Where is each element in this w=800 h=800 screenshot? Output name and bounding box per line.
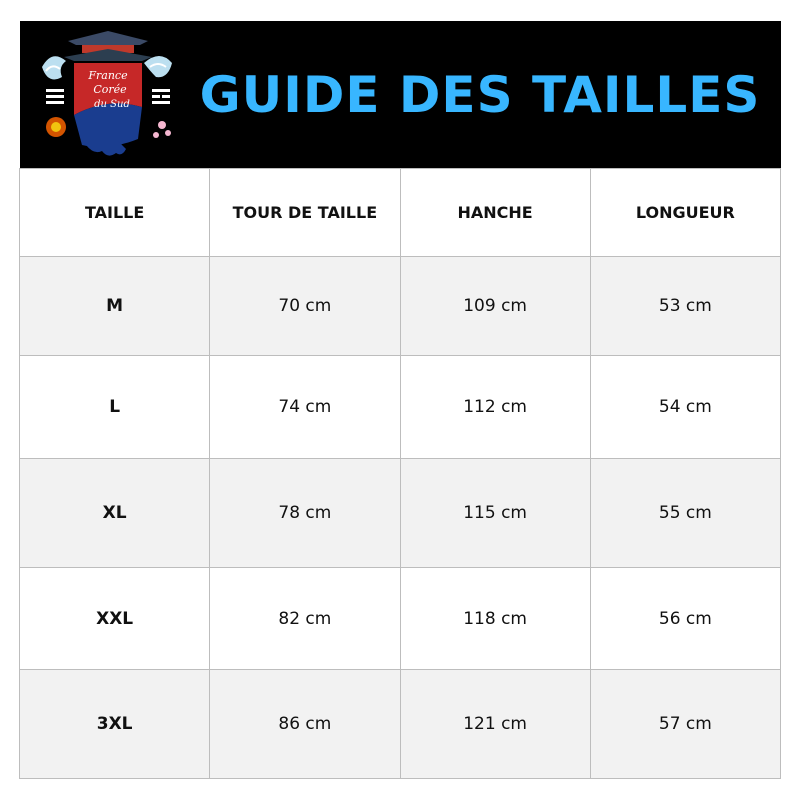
hip-cell: 115 cm xyxy=(400,459,590,568)
length-cell: 57 cm xyxy=(590,670,780,779)
table-row xyxy=(20,257,781,356)
column-header-waist: TOUR DE TAILLE xyxy=(210,169,400,257)
length-cell: 55 cm xyxy=(590,459,780,568)
size-cell: XXL xyxy=(20,568,210,670)
length-cell: 56 cm xyxy=(590,568,780,670)
header-banner xyxy=(20,21,781,168)
france-coree-du-sud-logo-icon xyxy=(38,27,178,165)
logo-line-1: France xyxy=(88,69,128,82)
size-guide-table xyxy=(19,168,781,779)
logo-line-3: du Sud xyxy=(94,99,130,110)
table-row xyxy=(20,356,781,459)
logo-line-2: Corée xyxy=(93,83,127,96)
waist-cell: 78 cm xyxy=(210,459,400,568)
size-cell: L xyxy=(20,356,210,459)
hip-cell: 112 cm xyxy=(400,356,590,459)
column-header-hip: HANCHE xyxy=(400,169,590,257)
hip-cell: 109 cm xyxy=(400,257,590,356)
waist-cell: 74 cm xyxy=(210,356,400,459)
table-row xyxy=(20,459,781,568)
page-title: GUIDE DES TAILLES xyxy=(199,65,761,124)
column-header-size: TAILLE xyxy=(20,169,210,257)
size-cell: M xyxy=(20,257,210,356)
table-row xyxy=(20,670,781,779)
hip-cell: 118 cm xyxy=(400,568,590,670)
waist-cell: 70 cm xyxy=(210,257,400,356)
length-cell: 54 cm xyxy=(590,356,780,459)
table-header-row xyxy=(20,169,781,257)
table-row xyxy=(20,568,781,670)
waist-cell: 82 cm xyxy=(210,568,400,670)
size-cell: XL xyxy=(20,459,210,568)
hip-cell: 121 cm xyxy=(400,670,590,779)
waist-cell: 86 cm xyxy=(210,670,400,779)
length-cell: 53 cm xyxy=(590,257,780,356)
column-header-length: LONGUEUR xyxy=(590,169,780,257)
size-cell: 3XL xyxy=(20,670,210,779)
